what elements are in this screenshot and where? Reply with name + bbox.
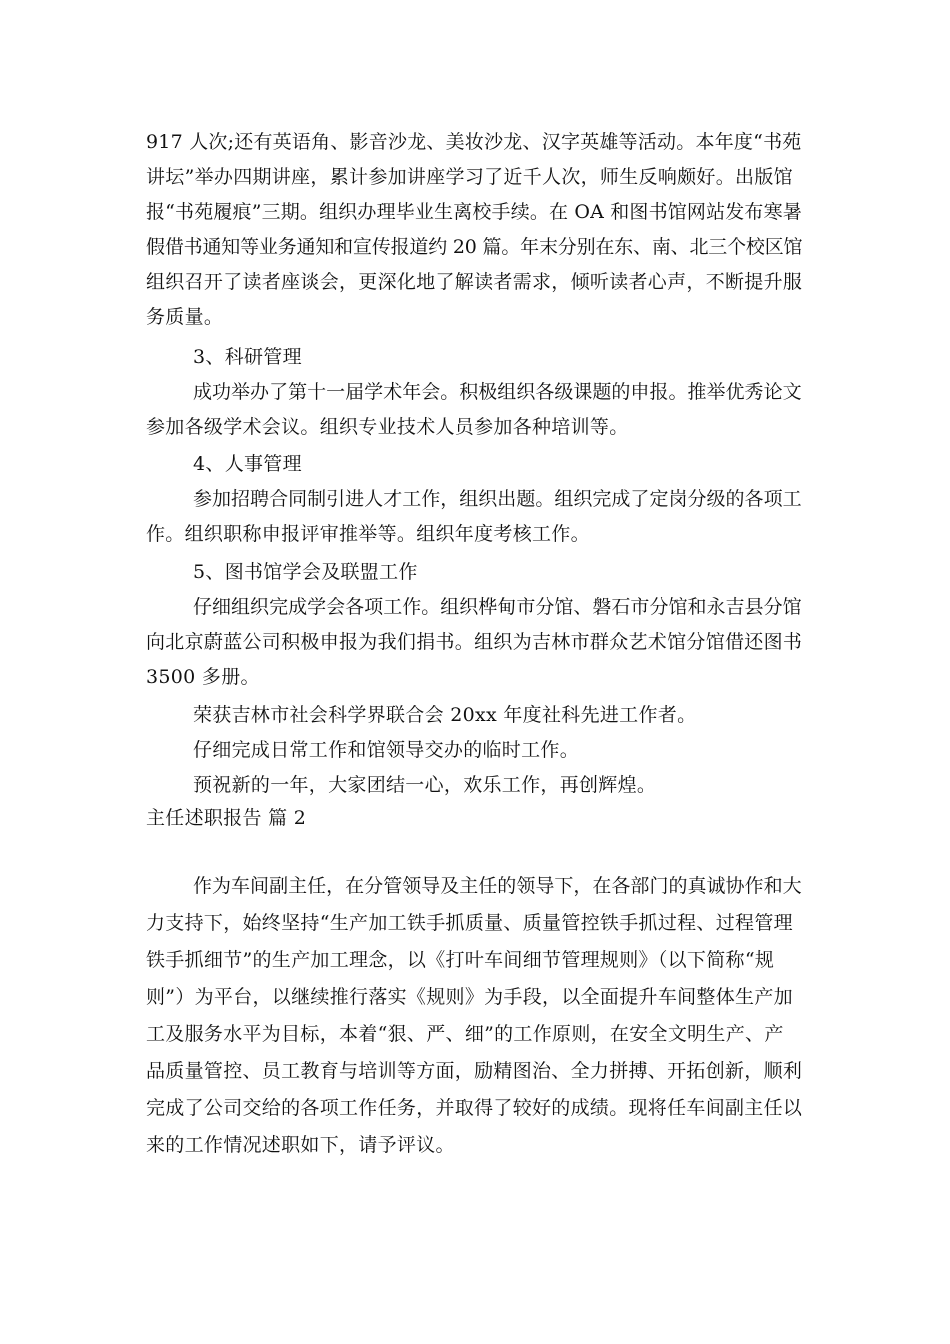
text-line: 假借书通知等业务通知和宣传报道约 20 篇。年末分别在东、南、北三个校区馆 (146, 236, 803, 258)
text-line: 成功举办了第十一届学术年会。积极组织各级课题的申报。推举优秀论文 (193, 381, 802, 403)
text-line: 向北京蔚蓝公司积极申报为我们捐书。组织为吉林市群众艺术馆分馆借还图书 (146, 631, 803, 653)
text-line: 917 人次;还有英语角、影音沙龙、美妆沙龙、汉字英雄等活动。本年度“书苑 (146, 131, 802, 153)
text-line: 仔细组织完成学会各项工作。组织桦甸市分馆、磐石市分馆和永吉县分馆 (193, 596, 802, 618)
text-line: 组织召开了读者座谈会，更深化地了解读者需求，倾听读者心声，不断提升服 (146, 271, 803, 293)
text-line: 力支持下，始终坚持“生产加工铁手抓质量、质量管控铁手抓过程、过程管理 (146, 912, 793, 934)
text-line: 3500 多册。 (146, 666, 260, 688)
section-heading: 5、图书馆学会及联盟工作 (193, 561, 418, 583)
text-line: 则”）为平台，以继续推行落实《规则》为手段，以全面提升车间整体生产加 (146, 986, 793, 1008)
section-heading: 4、人事管理 (193, 453, 302, 475)
document-title: 主任述职报告 篇 2 (146, 807, 307, 829)
text-line: 参加各级学术会议。组织专业技术人员参加各种培训等。 (146, 416, 629, 438)
text-line: 来的工作情况述职如下，请予评议。 (146, 1134, 455, 1156)
text-line: 荣获吉林市社会科学界联合会 20xx 年度社科先进工作者。 (193, 704, 697, 726)
text-line: 工及服务水平为目标，本着“狠、严、细”的工作原则，在安全文明生产、产 (146, 1023, 784, 1045)
text-line: 铁手抓细节”的生产加工理念，以《打叶车间细节管理规则》（以下简称“规 (146, 949, 775, 971)
text-line: 完成了公司交给的各项工作任务，并取得了较好的成绩。现将任车间副主任以 (146, 1097, 803, 1119)
text-line: 务质量。 (146, 306, 224, 328)
text-line: 品质量管控、员工教育与培训等方面，励精图治、全力拼搏、开拓创新，顺利 (146, 1060, 803, 1082)
text-line: 讲坛”举办四期讲座，累计参加讲座学习了近千人次，师生反响颇好。出版馆 (146, 166, 793, 188)
text-line: 作为车间副主任，在分管领导及主任的领导下，在各部门的真诚协作和大 (193, 875, 802, 897)
text-line: 参加招聘合同制引进人才工作，组织出题。组织完成了定岗分级的各项工 (193, 488, 802, 510)
text-line: 预祝新的一年，大家团结一心，欢乐工作，再创辉煌。 (193, 774, 657, 796)
text-line: 报“书苑履痕”三期。组织办理毕业生离校手续。在 OA 和图书馆网站发布寒暑 (146, 201, 802, 223)
text-line: 作。组织职称申报评审推举等。组织年度考核工作。 (146, 523, 590, 545)
text-line: 仔细完成日常工作和馆领导交办的临时工作。 (193, 739, 580, 761)
section-heading: 3、科研管理 (193, 346, 302, 368)
